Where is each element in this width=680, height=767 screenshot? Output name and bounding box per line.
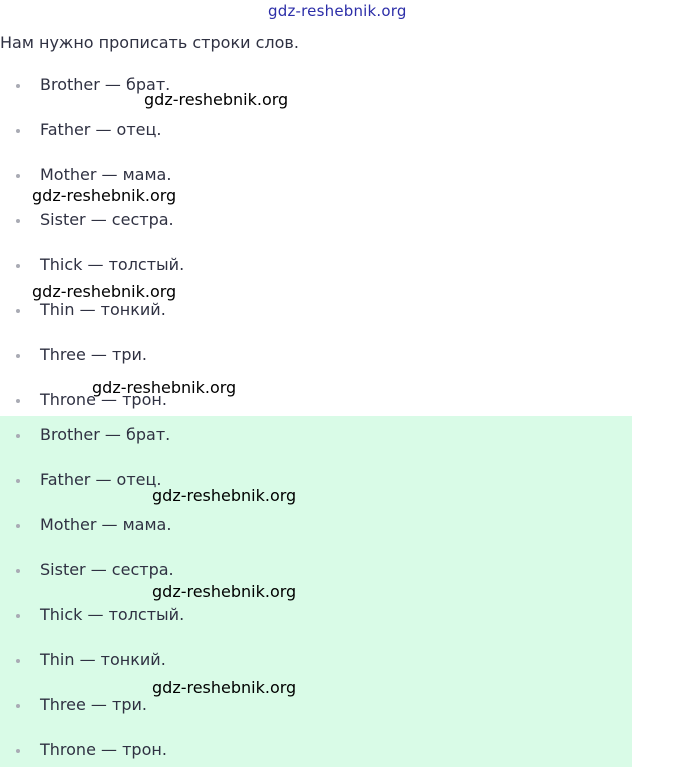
list-item-text: Mother — мама. bbox=[40, 515, 172, 534]
watermark: gdz-reshebnik.org bbox=[32, 282, 177, 301]
watermark: gdz-reshebnik.org bbox=[32, 186, 177, 205]
header-watermark: gdz-reshebnik.org bbox=[268, 2, 407, 20]
watermark: gdz-reshebnik.org bbox=[144, 90, 289, 109]
bullet-icon bbox=[16, 704, 20, 708]
intro-text: Нам нужно прописать строки слов. bbox=[0, 33, 299, 52]
list-item-text: Throne — трон. bbox=[40, 390, 167, 409]
watermark: gdz-reshebnik.org bbox=[152, 678, 297, 697]
list-item-text: Thin — тонкий. bbox=[40, 650, 166, 669]
bullet-icon bbox=[16, 479, 20, 483]
list-item-text: Three — три. bbox=[40, 695, 147, 714]
list-item-text: Mother — мама. bbox=[40, 165, 172, 184]
list-item-text: Father — отец. bbox=[40, 120, 162, 139]
bullet-icon bbox=[16, 354, 20, 358]
bullet-icon bbox=[16, 569, 20, 573]
list-item-text: Sister — сестра. bbox=[40, 560, 174, 579]
bullet-icon bbox=[16, 219, 20, 223]
list-item-text: Sister — сестра. bbox=[40, 210, 174, 229]
list-item-text: Throne — трон. bbox=[40, 740, 167, 759]
list-item-text: Father — отец. bbox=[40, 470, 162, 489]
bullet-icon bbox=[16, 264, 20, 268]
list-item-text: Three — три. bbox=[40, 345, 147, 364]
bullet-icon bbox=[16, 614, 20, 618]
bullet-icon bbox=[16, 84, 20, 88]
bullet-icon bbox=[16, 174, 20, 178]
watermark: gdz-reshebnik.org bbox=[152, 486, 297, 505]
watermark: gdz-reshebnik.org bbox=[92, 378, 237, 397]
bullet-icon bbox=[16, 399, 20, 403]
bullet-icon bbox=[16, 524, 20, 528]
bullet-icon bbox=[16, 129, 20, 133]
list-item-text: Thick — толстый. bbox=[40, 605, 185, 624]
bullet-icon bbox=[16, 309, 20, 313]
list-item-text: Brother — брат. bbox=[40, 425, 171, 444]
bullet-icon bbox=[16, 749, 20, 753]
list-item-text: Thin — тонкий. bbox=[40, 300, 166, 319]
list-item-text: Brother — брат. bbox=[40, 75, 171, 94]
bullet-icon bbox=[16, 434, 20, 438]
watermark: gdz-reshebnik.org bbox=[152, 582, 297, 601]
list-item-text: Thick — толстый. bbox=[40, 255, 185, 274]
bullet-icon bbox=[16, 659, 20, 663]
